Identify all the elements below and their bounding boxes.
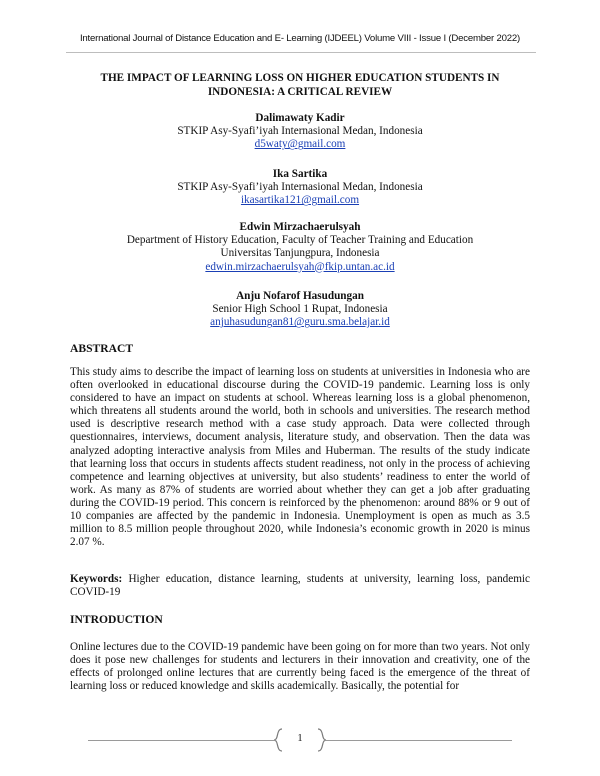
author-name: Ika Sartika xyxy=(272,168,328,180)
author-affiliation-line2: Universitas Tanjungpura, Indonesia xyxy=(220,247,380,260)
author-name: Dalimawaty Kadir xyxy=(255,112,345,124)
author-name: Anju Nofarof Hasudungan xyxy=(236,290,364,302)
author-block xyxy=(70,112,530,152)
header-rule xyxy=(66,52,536,53)
author-name: Edwin Mirzachaerulsyah xyxy=(239,221,361,233)
introduction-heading: INTRODUCTION xyxy=(70,613,163,626)
left-bracket-ornament xyxy=(272,728,284,752)
keywords-label: Keywords: xyxy=(70,573,123,585)
author-block xyxy=(70,221,530,274)
keywords-text: Higher education, distance learning, students at university, learning loss, pandemic COVID-19 xyxy=(70,573,530,599)
author-block xyxy=(70,168,530,208)
author-email-link[interactable]: d5waty@gmail.com xyxy=(254,138,346,151)
running-header: International Journal of Distance Education and E- Learning (IJDEEL) Volume VIII - Issue I (December 2022) xyxy=(79,33,521,44)
keywords xyxy=(70,573,530,599)
abstract-text: This study aims to describe the impact of learning loss on students at universities in Indonesia who are often overlooked in educational discourse during the COVID-19 pandemic. Learning loss is only considered to have an impact on students at school. Whereas learning loss is a global phenomenon, which threatens all students around the world, both in schools and universities. The research method used is descriptive research method with a case study approach. Data were collected through questionnaires, interviews, document analysis, literature study, and observation. Then the data was analyzed adopting interactive analysis from Miles and Huberman. The results of the study indicate that learning loss that occurs in students affects student readiness, not only in the process of achieving competence and learning objectives at university, but also students’ readiness to enter the world of work. As many as 87% of students are worried about whether they can get a job after graduating during the COVID-19 period. This concern is reinforced by the phenomenon: around 88% or 9 out of 10 companies are affected by the pandemic in Indonesia. Unemployment is open as much as 3.5 million to 8.5 million people throughout 2020, while Indonesia’s economic growth in 2020 is minus 2.07 %. xyxy=(70,366,530,549)
abstract-heading: ABSTRACT xyxy=(70,342,134,355)
author-email-link[interactable]: edwin.mirzachaerulsyah@fkip.untan.ac.id xyxy=(205,260,395,273)
introduction-text: Online lectures due to the COVID-19 pandemic have been going on for more than two years. Not only does it pose new challenges for students and lecturers in their innovation and creativity, one of the effects of prolonged online lectures that are currently being faced is the emergence of the threat of learning loss or reduced knowledge and skills academically. Basically, the potential for xyxy=(70,641,530,693)
footer-rule-left xyxy=(88,740,274,741)
author-affiliation: STKIP Asy-Syafi’iyah Internasional Medan, Indonesia xyxy=(177,181,423,194)
author-email-link[interactable]: ikasartika121@gmail.com xyxy=(240,194,360,207)
footer-rule-right xyxy=(326,740,512,741)
author-affiliation: Senior High School 1 Rupat, Indonesia xyxy=(212,303,388,316)
author-affiliation: STKIP Asy-Syafi’iyah Internasional Medan, Indonesia xyxy=(177,125,423,138)
author-block xyxy=(70,290,530,330)
author-affiliation: Department of History Education, Faculty of Teacher Training and Education xyxy=(126,234,474,247)
paper-title: THE IMPACT OF LEARNING LOSS ON HIGHER EDUCATION STUDENTS IN INDONESIA: A CRITICAL REVIEW xyxy=(100,72,500,98)
author-email-link[interactable]: anjuhasudungan81@guru.sma.belajar.id xyxy=(210,316,390,329)
page-number: 1 xyxy=(297,733,303,744)
